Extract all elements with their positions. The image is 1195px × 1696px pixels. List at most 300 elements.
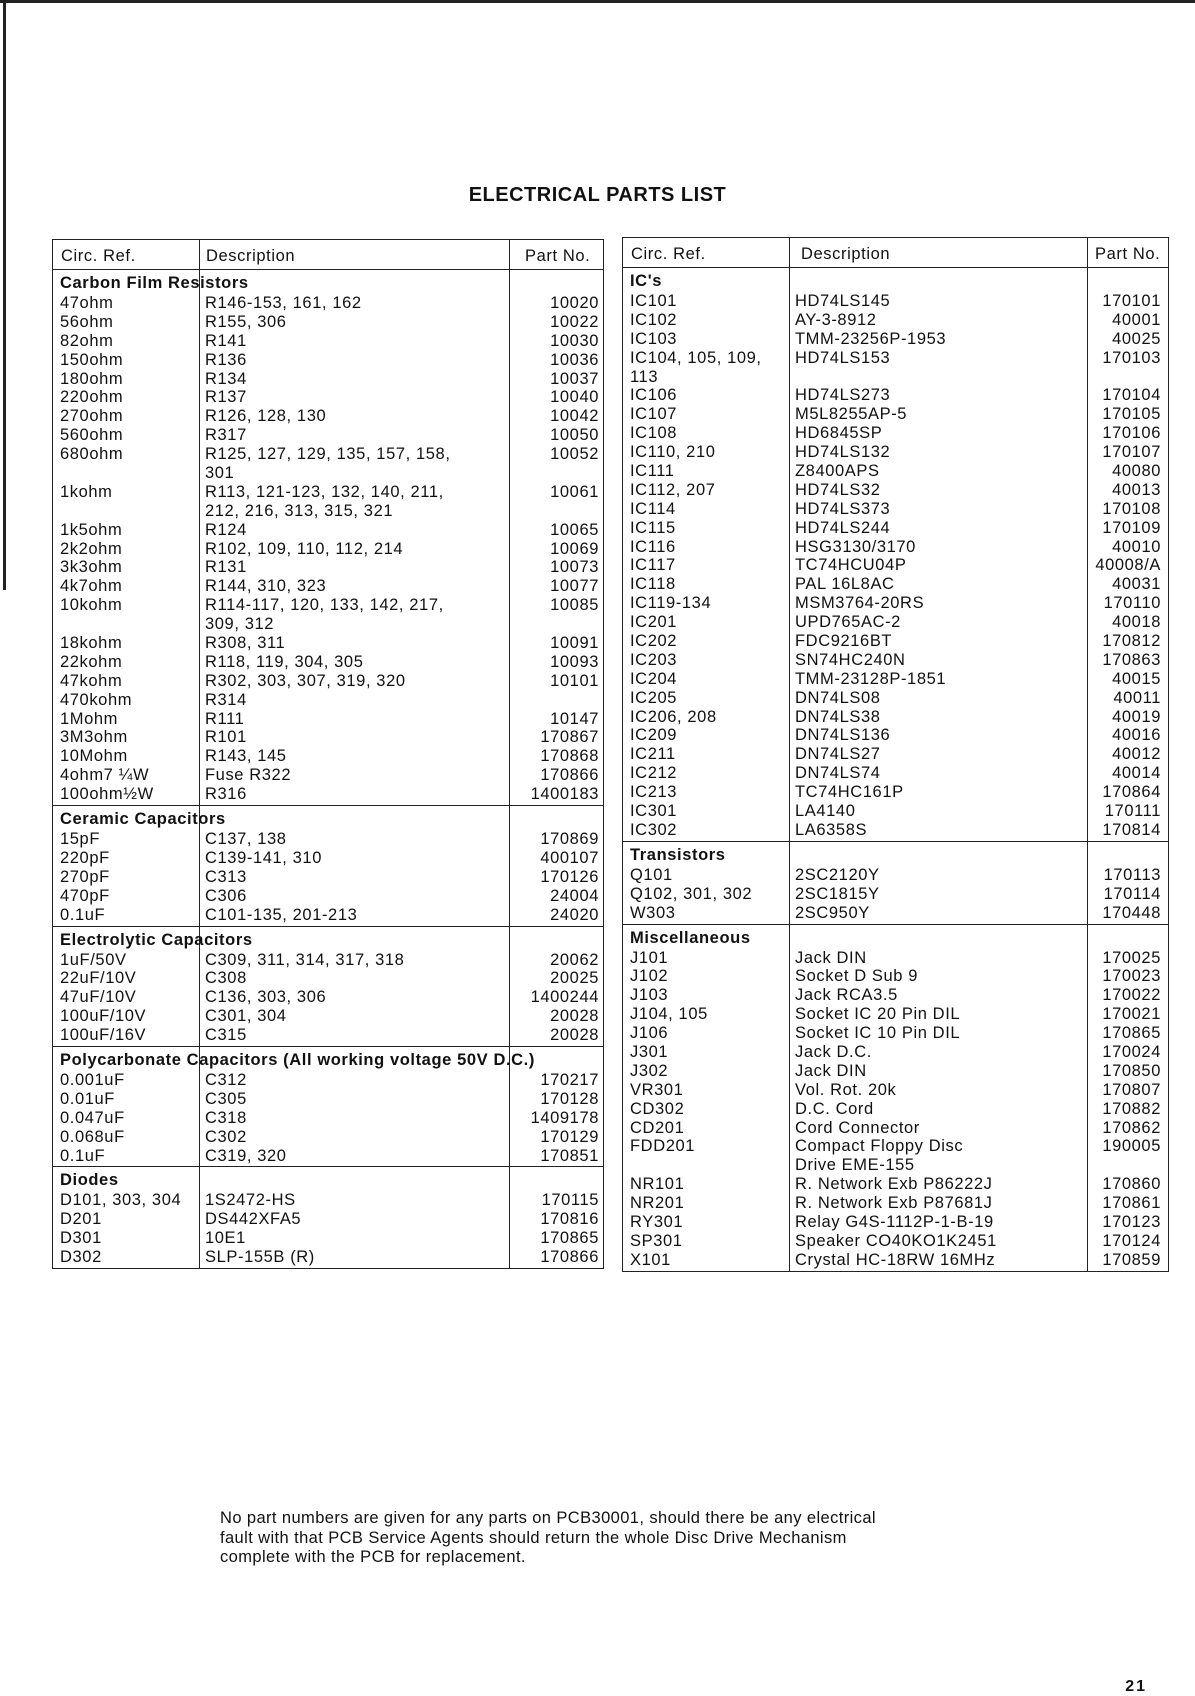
part-no-cell: 40011 [1113, 688, 1161, 707]
table-row [53, 1210, 603, 1229]
table-row [53, 615, 603, 634]
circ-ref-cell: 270pF [60, 867, 110, 886]
table-row [623, 462, 1168, 481]
part-no-cell: 170115 [541, 1191, 599, 1210]
description-cell: HD74LS273 [795, 386, 891, 405]
part-no-cell: 170860 [1102, 1175, 1161, 1194]
table-row [53, 1248, 603, 1267]
description-cell: TC74HCU04P [795, 556, 907, 575]
description-cell: DN74LS08 [795, 688, 881, 707]
table-row [53, 464, 603, 483]
description-cell: C313 [205, 867, 247, 886]
table-row [623, 481, 1168, 500]
table-row [623, 1175, 1168, 1194]
circ-ref-cell: 560ohm [60, 426, 124, 445]
table-row [53, 294, 603, 313]
table-row [623, 349, 1168, 368]
description-cell: Jack RCA3.5 [795, 986, 898, 1005]
header-circ-ref: Circ. Ref. [631, 245, 706, 263]
circ-ref-cell: J104, 105 [630, 1005, 708, 1024]
table-row [623, 1024, 1168, 1043]
parts-section [623, 842, 1168, 925]
description-cell: Socket IC 10 Pin DIL [795, 1024, 961, 1043]
header-circ-ref: Circ. Ref. [61, 247, 136, 265]
description-cell: HD74LS145 [795, 292, 891, 310]
circ-ref-cell: IC118 [630, 575, 676, 594]
part-no-cell: 170859 [1102, 1250, 1161, 1269]
circ-ref-cell: IC212 [630, 764, 678, 783]
part-no-cell: 170861 [1102, 1194, 1161, 1213]
description-cell: C301, 304 [205, 1007, 287, 1026]
part-no-cell: 170866 [540, 766, 599, 785]
description-cell: Jack DIN [795, 948, 867, 967]
table-row [623, 745, 1168, 764]
section-title: IC's [630, 272, 663, 290]
circ-ref-cell: IC301 [630, 802, 678, 821]
description-cell: DN74LS27 [795, 745, 881, 764]
description-cell: M5L8255AP-5 [795, 405, 908, 424]
table-row [53, 445, 603, 464]
circ-ref-cell: 0.1uF [60, 905, 106, 924]
circ-ref-cell: NR101 [630, 1175, 685, 1194]
header-part-no: Part No. [1095, 245, 1161, 263]
part-no-cell: 170851 [540, 1146, 599, 1165]
circ-ref-cell: 0.1uF [60, 1146, 106, 1165]
part-no-cell: 10093 [550, 652, 599, 671]
description-cell: 10E1 [205, 1229, 246, 1248]
part-no-cell: 170814 [1102, 820, 1161, 839]
part-no-cell: 40012 [1112, 745, 1161, 764]
table-row [53, 596, 603, 615]
part-no-cell: 170816 [540, 1210, 599, 1229]
circ-ref-cell: IC209 [630, 726, 678, 745]
part-no-cell: 170448 [1102, 903, 1161, 922]
table-row [623, 783, 1168, 802]
circ-ref-cell: 10Mohm [60, 747, 128, 766]
table-row [623, 1081, 1168, 1100]
part-no-cell: 170114 [1103, 884, 1161, 903]
circ-ref-cell: IC104, 105, 109, [630, 348, 762, 367]
part-no-cell: 10073 [550, 558, 599, 577]
section-title: Electrolytic Capacitors [60, 930, 253, 949]
parts-section [53, 1167, 603, 1268]
circ-ref-cell: IC101 [630, 292, 678, 310]
header-description: Description [801, 245, 891, 263]
circ-ref-cell: 113 [630, 367, 659, 386]
circ-ref-cell: 22kohm [60, 652, 123, 671]
circ-ref-cell: IC203 [630, 650, 678, 669]
circ-ref-cell: FDD201 [630, 1137, 696, 1156]
table-row [623, 1213, 1168, 1232]
description-cell: LA4140 [795, 802, 856, 821]
description-cell: C139-141, 310 [205, 848, 322, 867]
circ-ref-cell: 220pF [60, 848, 110, 867]
table-row [53, 951, 603, 970]
part-no-cell: 170868 [540, 747, 599, 766]
description-cell: Vol. Rot. 20k [795, 1080, 897, 1099]
table-row [53, 634, 603, 653]
part-no-cell: 10061 [550, 482, 599, 501]
section-title: Ceramic Capacitors [60, 810, 226, 829]
part-no-cell: 10040 [550, 388, 599, 407]
part-no-cell: 10042 [550, 407, 599, 426]
circ-ref-cell: IC204 [630, 669, 678, 688]
description-cell: DS442XFA5 [205, 1210, 302, 1229]
description-cell: PAL 16L8AC [795, 575, 895, 594]
description-cell: Socket IC 20 Pin DIL [795, 1005, 961, 1024]
description-cell: 309, 312 [205, 615, 275, 634]
table-row [53, 502, 603, 521]
page-title: ELECTRICAL PARTS LIST [468, 184, 727, 206]
part-no-cell: 10050 [550, 426, 599, 445]
circ-ref-cell: Q102, 301, 302 [630, 884, 753, 903]
circ-ref-cell: IC102 [630, 310, 678, 329]
circ-ref-cell: W303 [630, 903, 676, 922]
description-cell: R102, 109, 110, 112, 214 [205, 539, 404, 558]
part-no-cell: 170021 [1102, 1005, 1161, 1024]
part-no-cell: 170022 [1102, 986, 1161, 1005]
circ-ref-cell: D201 [60, 1210, 102, 1229]
description-cell: 212, 216, 313, 315, 321 [205, 501, 394, 520]
part-no-cell: 170864 [1102, 783, 1161, 802]
table-row [53, 407, 603, 426]
description-cell: Speaker CO40KO1K2451 [795, 1231, 997, 1250]
description-cell: R124 [205, 520, 247, 539]
table-row [623, 1232, 1168, 1251]
description-cell: HSG3130/3170 [795, 537, 916, 556]
part-no-cell: 170882 [1102, 1099, 1161, 1118]
section-title: Polycarbonate Capacitors (All working voltage 50V D.C.) [60, 1050, 535, 1069]
table-row [623, 764, 1168, 783]
parts-section [53, 270, 603, 806]
circ-ref-cell: VR301 [630, 1080, 684, 1099]
description-cell: Jack DIN [795, 1061, 867, 1080]
table-row [623, 866, 1168, 885]
description-cell: Relay G4S-1112P-1-B-19 [795, 1212, 994, 1231]
description-cell: R113, 121-123, 132, 140, 211, [205, 482, 444, 501]
circ-ref-cell: 1k5ohm [60, 520, 123, 539]
table-row [53, 830, 603, 849]
table-row [53, 766, 603, 785]
circ-ref-cell: IC111 [630, 462, 675, 481]
circ-ref-cell: IC302 [630, 820, 678, 839]
circ-ref-cell: 4ohm7 ¼W [60, 766, 150, 785]
table-row [53, 1090, 603, 1109]
table-row [623, 575, 1168, 594]
circ-ref-cell: 10kohm [60, 596, 123, 615]
part-no-cell: 20028 [550, 1007, 599, 1026]
description-cell: R. Network Exb P86222J [795, 1175, 993, 1194]
table-row [53, 577, 603, 596]
part-no-cell: 170110 [1103, 594, 1161, 613]
circ-ref-cell: SP301 [630, 1231, 683, 1250]
table-row [623, 1251, 1168, 1270]
table-row [623, 708, 1168, 727]
table-row [53, 1109, 603, 1128]
table-row [53, 351, 603, 370]
page-border-top [0, 0, 1195, 3]
part-no-cell: 10147 [550, 709, 599, 728]
circ-ref-cell: IC114 [630, 499, 676, 518]
description-cell: R317 [205, 426, 247, 445]
description-cell: HD74LS32 [795, 480, 881, 499]
footnote-line: complete with the PCB for replacement. [220, 1548, 526, 1566]
description-cell: R136 [205, 350, 247, 369]
circ-ref-cell: IC206, 208 [630, 707, 717, 726]
description-cell: 2SC2120Y [795, 865, 880, 884]
part-no-cell: 40013 [1112, 480, 1161, 499]
part-no-cell: 170128 [540, 1089, 599, 1108]
part-no-cell: 40031 [1112, 575, 1161, 594]
description-cell: TMM-23256P-1953 [795, 329, 947, 348]
table-row [623, 1156, 1168, 1175]
description-cell: R134 [205, 369, 247, 388]
page-border-left [3, 0, 6, 590]
table-row [623, 519, 1168, 538]
part-no-cell: 170101 [1102, 292, 1161, 310]
circ-ref-cell: 1kohm [60, 482, 113, 501]
part-no-cell: 190005 [1102, 1137, 1161, 1156]
description-cell: C101-135, 201-213 [205, 905, 358, 924]
part-no-cell: 40080 [1112, 462, 1161, 481]
header-description: Description [206, 247, 296, 265]
right-parts-table [622, 237, 1169, 1272]
part-no-cell: 20025 [550, 969, 599, 988]
description-cell: R137 [205, 388, 247, 407]
circ-ref-cell: IC108 [630, 424, 678, 443]
part-no-cell: 170865 [1102, 1024, 1161, 1043]
table-row [623, 594, 1168, 613]
description-cell: C309, 311, 314, 317, 318 [205, 950, 405, 969]
part-no-cell: 400107 [540, 848, 599, 867]
circ-ref-cell: 3M3ohm [60, 728, 128, 747]
description-cell: 1S2472-HS [205, 1191, 296, 1210]
circ-ref-cell: IC119-134 [630, 594, 712, 613]
circ-ref-cell: D302 [60, 1248, 102, 1267]
part-no-cell: 170866 [540, 1248, 599, 1267]
circ-ref-cell: 0.047uF [60, 1108, 125, 1127]
description-cell: R. Network Exb P87681J [795, 1194, 993, 1213]
description-cell: C315 [205, 1026, 247, 1045]
part-no-cell: 10065 [550, 520, 599, 539]
parts-section [53, 806, 603, 926]
table-row [623, 967, 1168, 986]
part-no-cell: 170123 [1102, 1212, 1161, 1231]
table-row [623, 726, 1168, 745]
part-no-cell: 170850 [1102, 1061, 1161, 1080]
circ-ref-cell: 4k7ohm [60, 577, 123, 596]
table-header [623, 238, 1168, 268]
table-row [53, 1128, 603, 1147]
circ-ref-cell: 270ohm [60, 407, 124, 426]
right-table-body [623, 268, 1168, 1271]
circ-ref-cell: 0.068uF [60, 1127, 125, 1146]
table-row [53, 728, 603, 747]
description-cell: DN74LS74 [795, 764, 881, 783]
table-row [53, 868, 603, 887]
description-cell: Z8400APS [795, 462, 880, 481]
table-row [623, 1119, 1168, 1138]
table-row [53, 1147, 603, 1166]
table-row [623, 368, 1168, 387]
description-cell: C137, 138 [205, 830, 287, 849]
description-cell: D.C. Cord [795, 1099, 874, 1118]
description-cell: R155, 306 [205, 312, 287, 331]
table-row [53, 988, 603, 1007]
left-table-body [53, 270, 603, 1268]
circ-ref-cell: J301 [630, 1042, 669, 1061]
description-cell: C312 [205, 1070, 247, 1089]
description-cell: MSM3764-20RS [795, 594, 925, 613]
table-row [623, 1194, 1168, 1213]
section-title: Diodes [60, 1171, 119, 1190]
part-no-cell: 170113 [1103, 865, 1161, 884]
circ-ref-cell: 100ohm½W [60, 785, 154, 804]
circ-ref-cell: Q101 [630, 865, 673, 884]
description-cell: Crystal HC-18RW 16MHz [795, 1250, 996, 1269]
description-cell: LA6358S [795, 820, 868, 839]
part-no-cell: 170862 [1102, 1118, 1161, 1137]
circ-ref-cell: IC117 [630, 556, 676, 575]
description-cell: R308, 311 [205, 634, 286, 653]
table-row [623, 292, 1168, 311]
circ-ref-cell: 82ohm [60, 331, 114, 350]
circ-ref-cell: 47uF/10V [60, 988, 137, 1007]
circ-ref-cell: IC115 [630, 518, 676, 537]
circ-ref-cell: 56ohm [60, 312, 114, 331]
part-no-cell: 1400244 [530, 988, 599, 1007]
circ-ref-cell: 0.001uF [60, 1070, 125, 1089]
table-row [53, 785, 603, 804]
part-no-cell: 40018 [1112, 613, 1161, 632]
circ-ref-cell: 1Mohm [60, 709, 119, 728]
table-row [53, 691, 603, 710]
part-no-cell: 170217 [540, 1070, 599, 1089]
table-row [623, 670, 1168, 689]
table-row [53, 388, 603, 407]
part-no-cell: 170865 [540, 1229, 599, 1248]
part-no-cell: 170867 [540, 728, 599, 747]
part-no-cell: 40014 [1112, 764, 1161, 783]
circ-ref-cell: 18kohm [60, 634, 123, 653]
description-cell: HD6845SP [795, 424, 883, 443]
circ-ref-cell: CD302 [630, 1099, 685, 1118]
part-no-cell: 170023 [1102, 967, 1161, 986]
circ-ref-cell: D301 [60, 1229, 102, 1248]
circ-ref-cell: D101, 303, 304 [60, 1191, 182, 1210]
circ-ref-cell: IC107 [630, 405, 678, 424]
circ-ref-cell: IC205 [630, 688, 678, 707]
description-cell: 2SC1815Y [795, 884, 880, 903]
description-cell: TC74HC161P [795, 783, 904, 802]
part-no-cell: 170126 [540, 867, 599, 886]
description-cell: SLP-155B (R) [205, 1248, 315, 1267]
part-no-cell: 10036 [550, 350, 599, 369]
part-no-cell: 170812 [1102, 632, 1161, 651]
part-no-cell: 170863 [1102, 650, 1161, 669]
part-no-cell: 40010 [1112, 537, 1161, 556]
parts-section [53, 927, 603, 1047]
table-row [623, 904, 1168, 923]
table-row [623, 405, 1168, 424]
description-cell: C305 [205, 1089, 247, 1108]
part-no-cell: 170869 [540, 830, 599, 849]
table-row [623, 386, 1168, 405]
table-row [53, 540, 603, 559]
part-no-cell: 170129 [540, 1127, 599, 1146]
table-row [53, 887, 603, 906]
table-row [53, 483, 603, 502]
description-cell: C302 [205, 1127, 247, 1146]
part-no-cell: 170107 [1102, 443, 1161, 462]
table-row [623, 330, 1168, 349]
table-row [623, 651, 1168, 670]
part-no-cell: 40008/A [1095, 556, 1161, 575]
table-row [623, 986, 1168, 1005]
part-no-cell: 20028 [550, 1026, 599, 1045]
circ-ref-cell: RY301 [630, 1212, 684, 1231]
part-no-cell: 10077 [550, 577, 599, 596]
part-no-cell: 1400183 [530, 785, 599, 804]
parts-section [623, 268, 1168, 842]
part-no-cell: 170807 [1102, 1080, 1161, 1099]
circ-ref-cell: 150ohm [60, 350, 124, 369]
table-row [623, 1043, 1168, 1062]
description-cell: AY-3-8912 [795, 310, 877, 329]
part-no-cell: 10030 [550, 331, 599, 350]
description-cell: HD74LS373 [795, 499, 891, 518]
table-row [53, 1229, 603, 1248]
part-no-cell: 10069 [550, 539, 599, 558]
table-row [53, 849, 603, 868]
circ-ref-cell: IC103 [630, 329, 678, 348]
table-row [53, 558, 603, 577]
circ-ref-cell: 3k3ohm [60, 558, 123, 577]
part-no-cell: 1409178 [530, 1108, 599, 1127]
table-row [623, 802, 1168, 821]
description-cell: DN74LS136 [795, 726, 891, 745]
part-no-cell: 170105 [1102, 405, 1161, 424]
table-row [53, 370, 603, 389]
description-cell: Compact Floppy Disc [795, 1137, 964, 1156]
description-cell: R143, 145 [205, 747, 287, 766]
footnote-line: fault with that PCB Service Agents should return the whole Disc Drive Mechanism [220, 1528, 847, 1547]
page-number: 21 [1125, 1678, 1147, 1695]
description-cell: R302, 303, 307, 319, 320 [205, 671, 406, 690]
circ-ref-cell: NR201 [630, 1194, 685, 1213]
circ-ref-cell: IC202 [630, 632, 678, 651]
description-cell: R101 [205, 728, 247, 747]
description-cell: C308 [205, 969, 247, 988]
circ-ref-cell: IC112, 207 [630, 480, 716, 499]
table-row [623, 1005, 1168, 1024]
description-cell: R144, 310, 323 [205, 577, 327, 596]
part-no-cell: 170124 [1102, 1231, 1161, 1250]
part-no-cell: 10022 [550, 312, 599, 331]
table-row [53, 710, 603, 729]
table-row [623, 1100, 1168, 1119]
description-cell: Drive EME-155 [795, 1156, 915, 1175]
description-cell: R146-153, 161, 162 [205, 294, 362, 312]
part-no-cell: 170025 [1102, 948, 1161, 967]
description-cell: C319, 320 [205, 1146, 287, 1165]
table-row [53, 1071, 603, 1090]
description-cell: R126, 128, 130 [205, 407, 327, 426]
description-cell: HD74LS244 [795, 518, 891, 537]
description-cell: R118, 119, 304, 305 [205, 652, 364, 671]
description-cell: Socket D Sub 9 [795, 967, 919, 986]
circ-ref-cell: 100uF/10V [60, 1007, 147, 1026]
